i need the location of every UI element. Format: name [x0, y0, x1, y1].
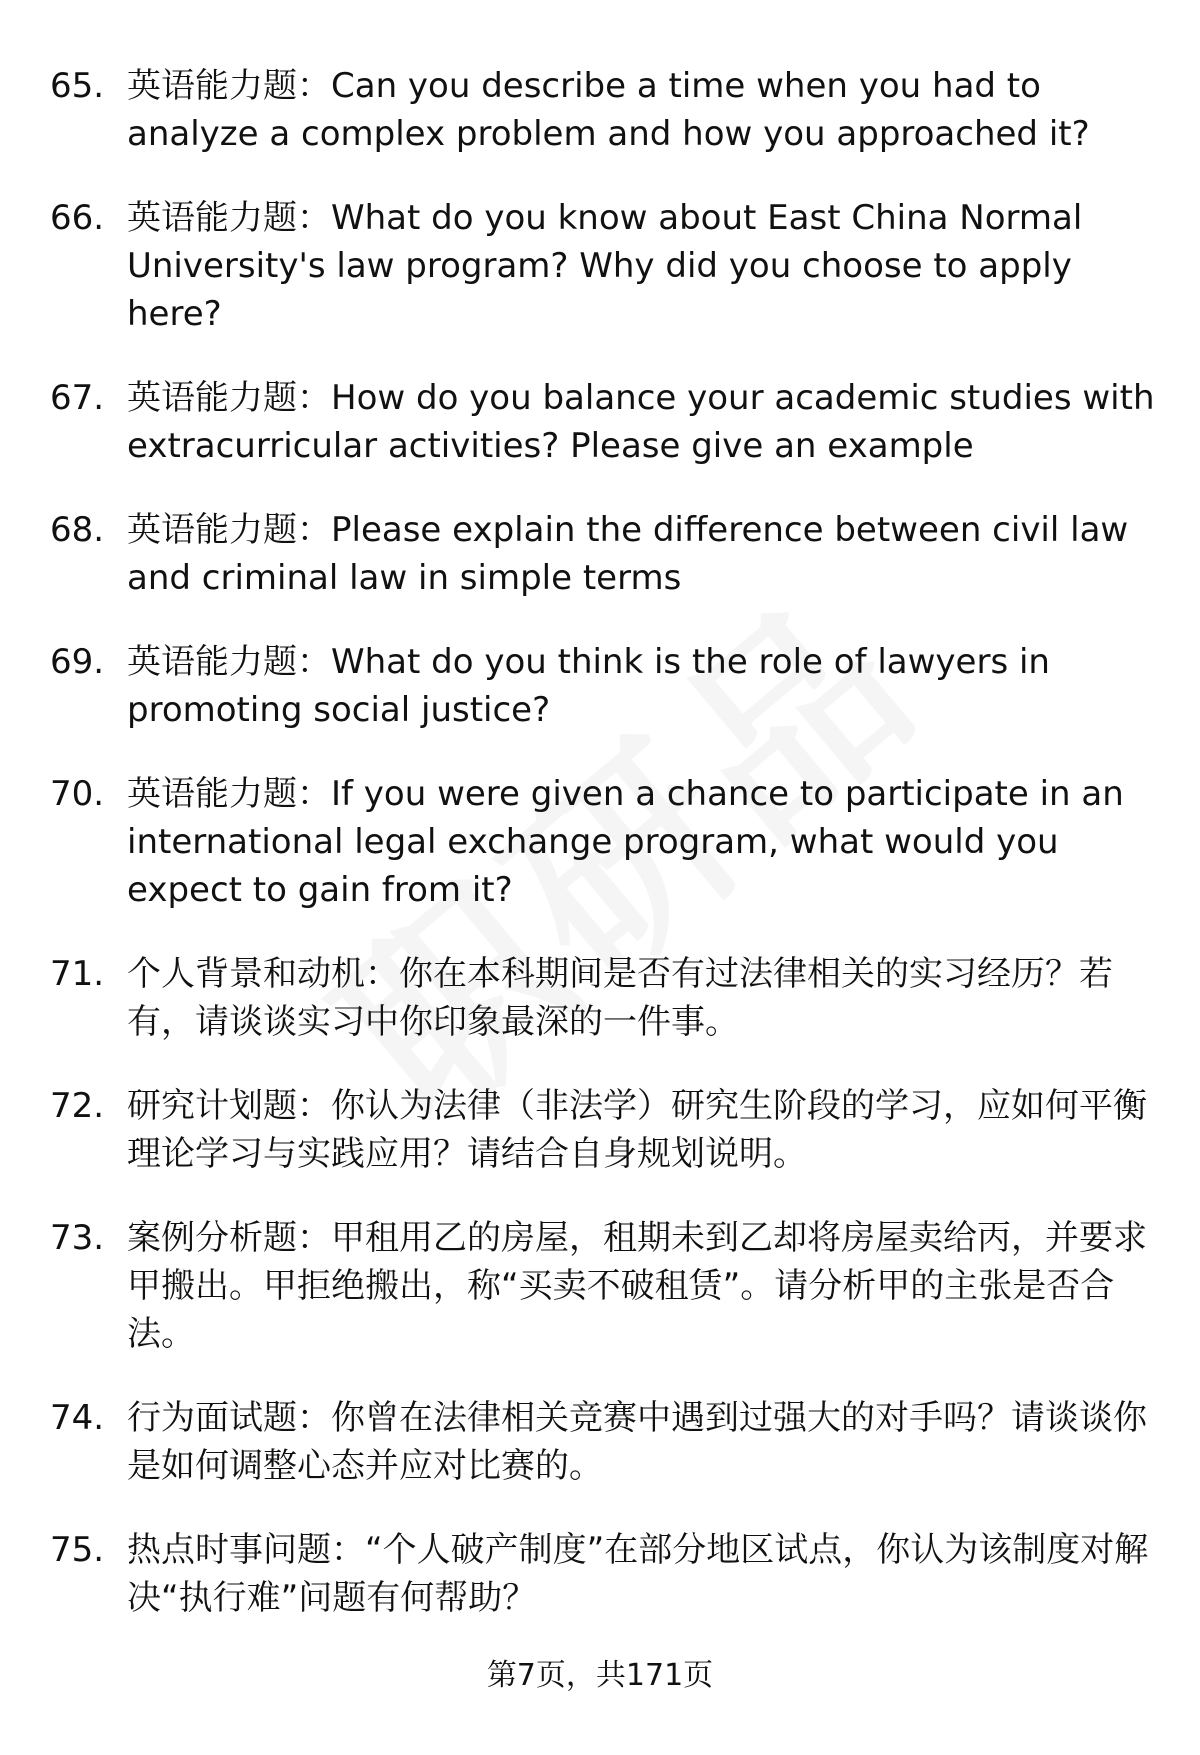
question-number: 75.: [50, 1530, 105, 1570]
question-item: [50, 62, 1160, 158]
question-text: 英语能力题：What do you think is the role of lawyers in promoting social justice?: [127, 642, 1050, 730]
question-item: [50, 374, 1160, 470]
question-item: [50, 1394, 1160, 1490]
question-number: 72.: [50, 1086, 105, 1126]
question-number: 71.: [50, 954, 105, 994]
page-number: 第7页，共171页: [486, 1658, 714, 1693]
question-number: 69.: [50, 642, 105, 682]
question-item: [50, 1214, 1160, 1358]
question-number: 68.: [50, 510, 105, 550]
question-item: [50, 194, 1160, 338]
question-number: 65.: [50, 66, 105, 106]
question-item: [50, 1526, 1160, 1622]
question-number: 74.: [50, 1398, 105, 1438]
question-item: [50, 506, 1160, 602]
question-item: [50, 770, 1160, 914]
question-text: 案例分析题：甲租用乙的房屋，租期未到乙却将房屋卖给丙，并要求甲搬出。甲拒绝搬出，称“买卖不破租赁”。请分析甲的主张是否合法。: [127, 1218, 1147, 1354]
question-text: 英语能力题：What do you know about East China Normal University's law program? Why did you choose to apply here?: [127, 198, 1083, 334]
question-text: 英语能力题：How do you balance your academic studies with extracurricular activities? Please give an example: [127, 378, 1155, 466]
question-item: [50, 1082, 1160, 1178]
question-text: 英语能力题：Please explain the difference between civil law and criminal law in simple terms: [127, 510, 1129, 598]
question-number: 67.: [50, 378, 105, 418]
question-text: 个人背景和动机：你在本科期间是否有过法律相关的实习经历？若有，请谈谈实习中你印象最深的一件事。: [127, 954, 1113, 1042]
question-text: 行为面试题：你曾在法律相关竞赛中遇到过强大的对手吗？请谈谈你是如何调整心态并应对比赛的。: [127, 1398, 1147, 1486]
question-list: [50, 62, 1160, 1658]
question-item: [50, 638, 1160, 734]
question-text: 英语能力题：Can you describe a time when you had to analyze a complex problem and how you approached it?: [127, 66, 1090, 154]
question-number: 66.: [50, 198, 105, 238]
question-item: [50, 950, 1160, 1046]
question-text: 热点时事问题：“个人破产制度”在部分地区试点，你认为该制度对解决“执行难”问题有何帮助？: [127, 1530, 1149, 1618]
question-number: 73.: [50, 1218, 105, 1258]
question-text: 研究计划题：你认为法律（非法学）研究生阶段的学习，应如何平衡理论学习与实践应用？请结合自身规划说明。: [127, 1086, 1147, 1174]
question-number: 70.: [50, 774, 105, 814]
question-text: 英语能力题：If you were given a chance to participate in an international legal exchange program, what would you expect to gain from it?: [127, 774, 1124, 910]
